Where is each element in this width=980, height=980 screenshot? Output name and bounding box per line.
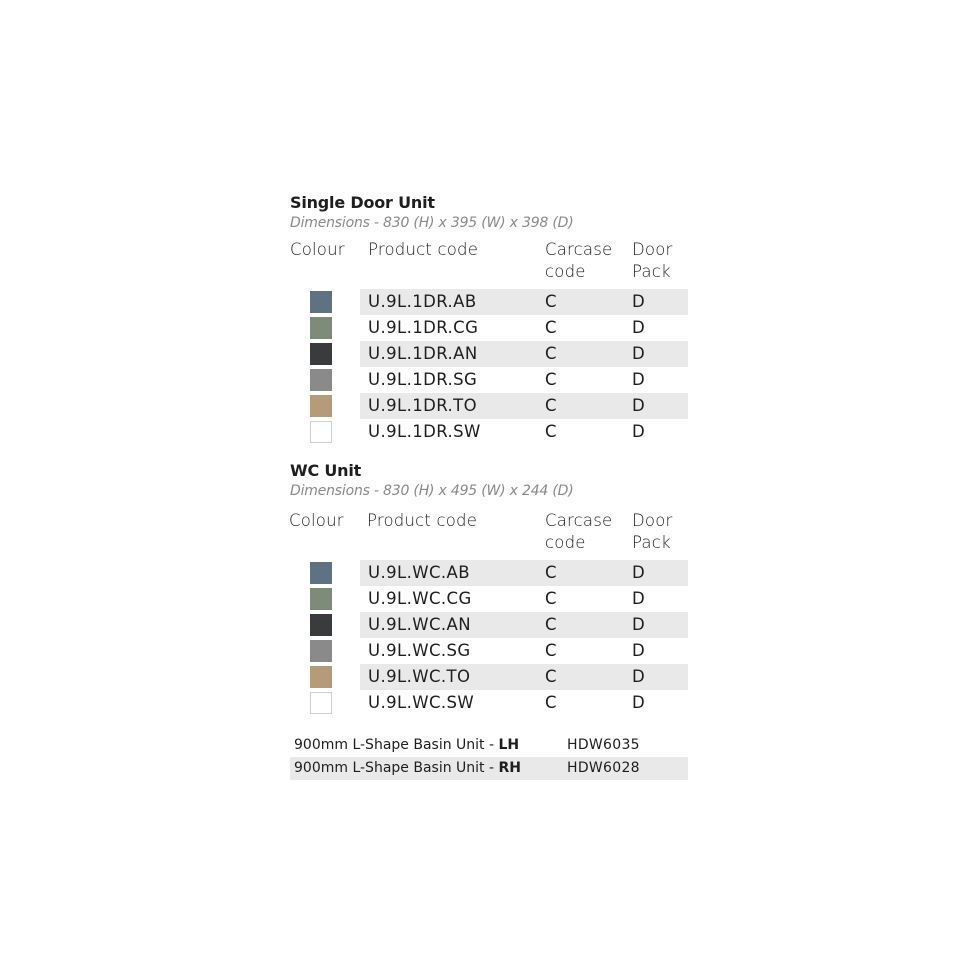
door-pack-header: Door bbox=[632, 511, 673, 530]
basin-code: HDW6035 bbox=[567, 737, 640, 753]
product-table bbox=[290, 289, 690, 445]
product-code: U.9L.1DR.TO bbox=[368, 396, 478, 415]
colour-swatch bbox=[310, 395, 332, 417]
table-row bbox=[290, 289, 690, 315]
single-door-section bbox=[290, 193, 690, 445]
product-code: U.9L.WC.CG bbox=[368, 589, 472, 608]
carcase-code: C bbox=[545, 318, 557, 337]
table-row bbox=[290, 612, 690, 638]
product-code: U.9L.WC.AN bbox=[368, 615, 471, 634]
section-title: Single Door Unit bbox=[290, 193, 435, 212]
colour-swatch bbox=[310, 369, 332, 391]
door-pack: D bbox=[632, 589, 646, 608]
product-code-header: Product code bbox=[367, 511, 478, 530]
door-pack: D bbox=[632, 292, 646, 311]
basin-code: HDW6028 bbox=[567, 760, 640, 776]
colour-swatch bbox=[310, 666, 332, 688]
colour-swatch bbox=[310, 317, 332, 339]
colour-swatch bbox=[310, 562, 332, 584]
product-code: U.9L.WC.AB bbox=[368, 563, 470, 582]
table-header bbox=[290, 239, 690, 289]
colour-swatch bbox=[310, 614, 332, 636]
door-pack: D bbox=[632, 370, 646, 389]
product-table bbox=[290, 560, 690, 716]
table-row bbox=[290, 560, 690, 586]
table-row bbox=[290, 638, 690, 664]
door-pack: D bbox=[632, 318, 646, 337]
dimensions-text: Dimensions - 830 (H) x 395 (W) x 398 (D) bbox=[290, 215, 574, 231]
carcase-code: C bbox=[545, 370, 557, 389]
product-code: U.9L.WC.SW bbox=[368, 693, 475, 712]
dimensions-text: Dimensions - 830 (H) x 495 (W) x 244 (D) bbox=[290, 483, 574, 499]
product-code: U.9L.1DR.SW bbox=[368, 422, 481, 441]
colour-swatch bbox=[310, 588, 332, 610]
door-pack: D bbox=[632, 344, 646, 363]
product-code: U.9L.1DR.SG bbox=[368, 370, 478, 389]
carcase-code: C bbox=[545, 693, 557, 712]
product-code: U.9L.WC.TO bbox=[368, 667, 471, 686]
wc-unit-section bbox=[290, 461, 690, 716]
basin-side: LH bbox=[498, 737, 520, 753]
basin-name: 900mm L-Shape Basin Unit - bbox=[294, 737, 499, 753]
colour-header: Colour bbox=[289, 511, 344, 530]
door-pack-header-line2: Pack bbox=[632, 262, 671, 281]
colour-header: Colour bbox=[290, 240, 345, 259]
carcase-header-line2: code bbox=[545, 533, 586, 552]
product-code-header: Product code bbox=[368, 240, 479, 259]
basin-side: RH bbox=[498, 760, 521, 776]
table-row bbox=[290, 341, 690, 367]
door-pack: D bbox=[632, 693, 646, 712]
door-pack-header-line2: Pack bbox=[632, 533, 671, 552]
table-row bbox=[290, 393, 690, 419]
table-row bbox=[290, 690, 690, 716]
product-code: U.9L.1DR.AN bbox=[368, 344, 478, 363]
carcase-code: C bbox=[545, 615, 557, 634]
door-pack: D bbox=[632, 563, 646, 582]
colour-swatch bbox=[310, 692, 332, 714]
basin-units-table bbox=[290, 734, 688, 780]
product-code: U.9L.1DR.CG bbox=[368, 318, 479, 337]
carcase-code: C bbox=[545, 563, 557, 582]
door-pack: D bbox=[632, 641, 646, 660]
door-pack: D bbox=[632, 422, 646, 441]
colour-swatch bbox=[310, 640, 332, 662]
table-row bbox=[290, 315, 690, 341]
basin-label bbox=[294, 757, 521, 780]
table-row bbox=[290, 367, 690, 393]
door-pack-header: Door bbox=[632, 240, 673, 259]
section-title: WC Unit bbox=[290, 461, 362, 480]
carcase-code: C bbox=[545, 292, 557, 311]
table-row bbox=[290, 586, 690, 612]
carcase-code: C bbox=[545, 344, 557, 363]
carcase-code: C bbox=[545, 422, 557, 441]
colour-swatch bbox=[310, 421, 332, 443]
table-row bbox=[290, 419, 690, 445]
door-pack: D bbox=[632, 667, 646, 686]
table-row bbox=[290, 664, 690, 690]
carcase-header-line2: code bbox=[545, 262, 586, 281]
colour-swatch bbox=[310, 291, 332, 313]
door-pack: D bbox=[632, 396, 646, 415]
basin-row bbox=[290, 734, 688, 757]
basin-row bbox=[290, 757, 688, 780]
carcase-header: Carcase bbox=[545, 240, 613, 259]
basin-name: 900mm L-Shape Basin Unit - bbox=[294, 760, 499, 776]
carcase-code: C bbox=[545, 589, 557, 608]
carcase-header: Carcase bbox=[545, 511, 613, 530]
basin-label bbox=[294, 734, 519, 757]
carcase-code: C bbox=[545, 667, 557, 686]
carcase-code: C bbox=[545, 641, 557, 660]
colour-swatch bbox=[310, 343, 332, 365]
door-pack: D bbox=[632, 615, 646, 634]
product-code: U.9L.WC.SG bbox=[368, 641, 471, 660]
carcase-code: C bbox=[545, 396, 557, 415]
table-header bbox=[290, 510, 690, 560]
product-code: U.9L.1DR.AB bbox=[368, 292, 477, 311]
